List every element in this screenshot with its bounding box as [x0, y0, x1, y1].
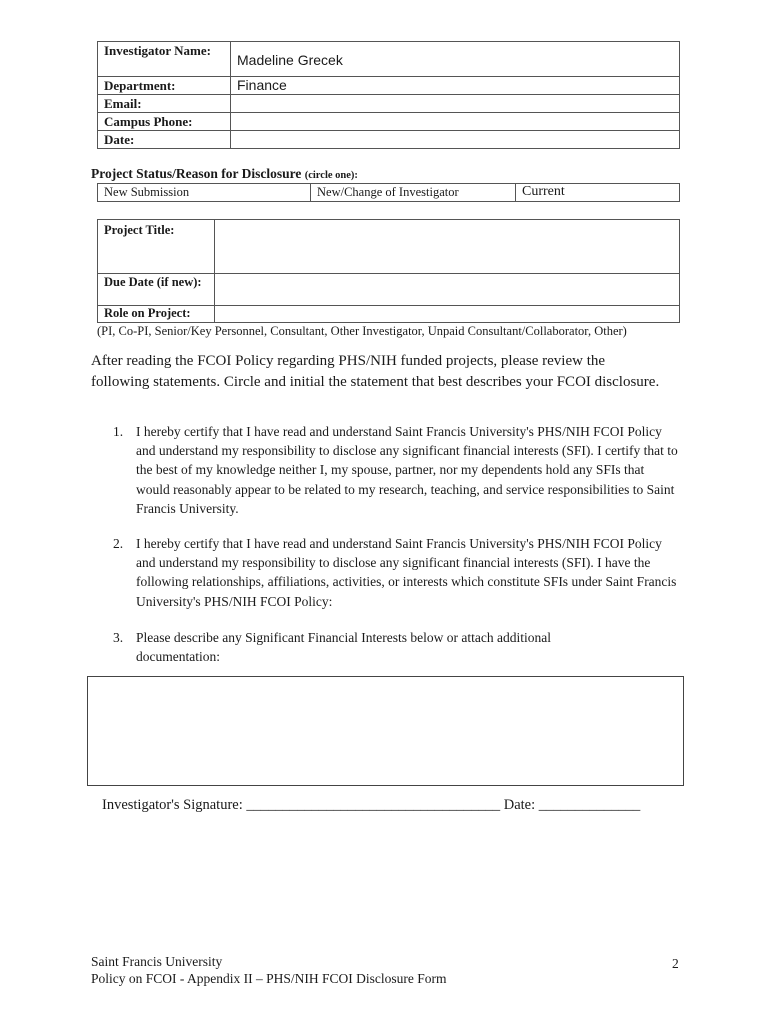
investigator-name-field[interactable]: Madeline Grecek [231, 42, 680, 77]
page-number: 2 [672, 956, 679, 971]
project-details-table [97, 219, 680, 323]
statement-2-text: I hereby certify that I have read and understand Saint Francis University's PHS/NIH FCOI Policy and understand my responsibility to disclose any significant financial interests (SFI). I have the following relationships, affiliations, activities, or interests which constitute SFIs under Saint Francis University's PHS/NIH FCOI Policy: [136, 536, 677, 609]
investigator-info-table [97, 41, 680, 149]
investigator-name-label: Investigator Name: [98, 42, 231, 77]
campus-phone-field[interactable] [231, 113, 680, 131]
statement-1-number: 1. [113, 424, 124, 439]
status-option-new-submission[interactable]: New Submission [98, 184, 311, 202]
statement-2-number: 2. [113, 536, 124, 551]
role-on-project-field[interactable] [215, 306, 680, 323]
intro-paragraph: After reading the FCOI Policy regarding PHS/NIH funded projects, please review the following statements. Circle and initial the statement that best describes your FCOI disclosure. [91, 353, 660, 390]
project-title-field[interactable] [215, 220, 680, 274]
due-date-label: Due Date (if new): [98, 274, 215, 306]
role-hint: (PI, Co-PI, Senior/Key Personnel, Consultant, Other Investigator, Unpaid Consultant/Collaborator, Other) [97, 324, 627, 338]
status-option-current[interactable]: Current [516, 184, 680, 202]
email-field[interactable] [231, 95, 680, 113]
project-status-heading-note: (circle one): [304, 170, 358, 181]
statement-1-text: I hereby certify that I have read and understand Saint Francis University's PHS/NIH FCOI Policy and understand my responsibility to disclose any significant financial interests (SFI). I certify that to the best of my knowledge neither I, my spouse, partner, nor my dependents hold any SFIs that would reasonably appear to be related to my research, teaching, and service responsibilities to Saint Francis University. [136, 424, 678, 516]
role-on-project-label: Role on Project: [98, 306, 215, 323]
project-status-heading [91, 166, 358, 182]
date-label: Date: [98, 131, 231, 149]
statement-3-text: Please describe any Significant Financial Interests below or attach additional documentation: [136, 630, 551, 665]
project-title-label: Project Title: [98, 220, 215, 274]
department-label: Department: [98, 77, 231, 95]
status-option-new-change-investigator[interactable]: New/Change of Investigator [311, 184, 516, 202]
statement-3-number: 3. [113, 630, 124, 645]
sfi-description-box[interactable] [87, 676, 684, 786]
project-status-options [97, 183, 680, 202]
footer-institution: Saint Francis University [91, 954, 223, 969]
email-label: Email: [98, 95, 231, 113]
project-status-heading-text: Project Status/Reason for Disclosure [91, 166, 302, 181]
footer-document-title: Policy on FCOI - Appendix II – PHS/NIH FCOI Disclosure Form [91, 971, 447, 986]
date-field[interactable] [231, 131, 680, 149]
signature-line[interactable]: Investigator's Signature: ___________________________________ Date: ______________ [102, 797, 641, 813]
due-date-field[interactable] [215, 274, 680, 306]
campus-phone-label: Campus Phone: [98, 113, 231, 131]
department-field[interactable]: Finance [231, 77, 680, 95]
